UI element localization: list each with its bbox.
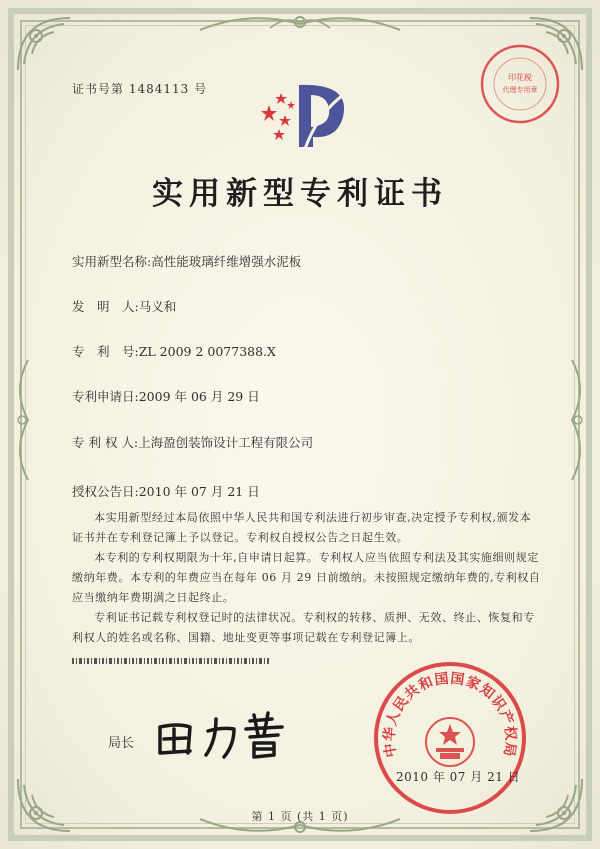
agency-seal-icon (478, 42, 562, 126)
field-label: 发 明 人: (72, 299, 139, 314)
field-application-date (72, 387, 260, 405)
field-label: 专 利 权 人: (72, 435, 139, 450)
seal-date: 2010 年 07 月 21 日 (396, 770, 521, 784)
field-grant-announcement-date (72, 482, 260, 500)
field-value: 高性能玻璃纤维增强水泥板 (151, 254, 302, 269)
field-patent-number (72, 342, 276, 360)
certificate-number-value: 1484113 (128, 82, 190, 96)
paragraph-term-statement: 本专利的专利权期限为十年,自申请日起算。专利权人应当依照专利法及其实施细则规定缴纳年费。本专利的年费应当在每年 06 月 29 日前缴纳。未按照规定缴纳年费的,专利权自应当缴纳年费期满之日起终止。 (72, 551, 541, 604)
certificate-number (72, 80, 207, 97)
patent-office-logo-icon (255, 75, 355, 155)
side-ornament-icon (10, 360, 34, 480)
svg-text:中华人民共和国国家知识产权局: 中华人民共和国国家知识产权局 (381, 670, 519, 759)
field-value: 马义和 (138, 299, 177, 314)
paragraph-legal-status: 专利证书记载专利权登记时的法律状况。专利权的转移、质押、无效、终止、恢复和专利权人的姓名或名称、国籍、地址变更等事项记载在专利登记簿上。 (72, 611, 535, 644)
paragraph-grant-statement: 本实用新型经过本局依照中华人民共和国专利法进行初步审查,决定授予专利权,颁发本证书并在专利登记簿上予以登记。专利权自授权公告之日起生效。 (72, 511, 532, 544)
field-utility-model-name (72, 252, 301, 270)
director-signature-icon (150, 705, 300, 765)
svg-text:印花税: 印花税 (508, 73, 532, 82)
field-label: 实用新型名称: (72, 254, 152, 269)
field-label: 专 利 号: (72, 344, 139, 359)
corner-ornament-icon (526, 775, 586, 835)
field-value: ZL 2009 2 0077388.X (138, 344, 276, 359)
field-patentee (72, 433, 313, 451)
director-label: 局长 (108, 736, 135, 751)
field-label: 专利申请日: (72, 389, 139, 404)
national-ip-office-seal-icon (370, 658, 530, 818)
field-inventor (72, 297, 176, 315)
certificate-title: 实用新型专利证书 (152, 176, 448, 212)
certificate-number-suffix: 号 (194, 82, 208, 96)
field-value: 2009 年 06 月 29 日 (138, 389, 260, 404)
top-ornament-icon (200, 10, 400, 36)
certificate-number-label: 证书号第 (72, 82, 125, 96)
page-indicator: 第 1 页 (共 1 页) (251, 810, 349, 823)
field-value: 上海盈创装饰设计工程有限公司 (138, 435, 314, 450)
field-value: 2010 年 07 月 21 日 (138, 484, 260, 499)
svg-text:代理专用章: 代理专用章 (502, 86, 538, 94)
side-ornament-icon (566, 360, 590, 480)
field-label: 授权公告日: (72, 484, 139, 499)
barcode-strip-icon (72, 658, 272, 664)
corner-ornament-icon (14, 775, 74, 835)
corner-ornament-icon (14, 14, 74, 74)
